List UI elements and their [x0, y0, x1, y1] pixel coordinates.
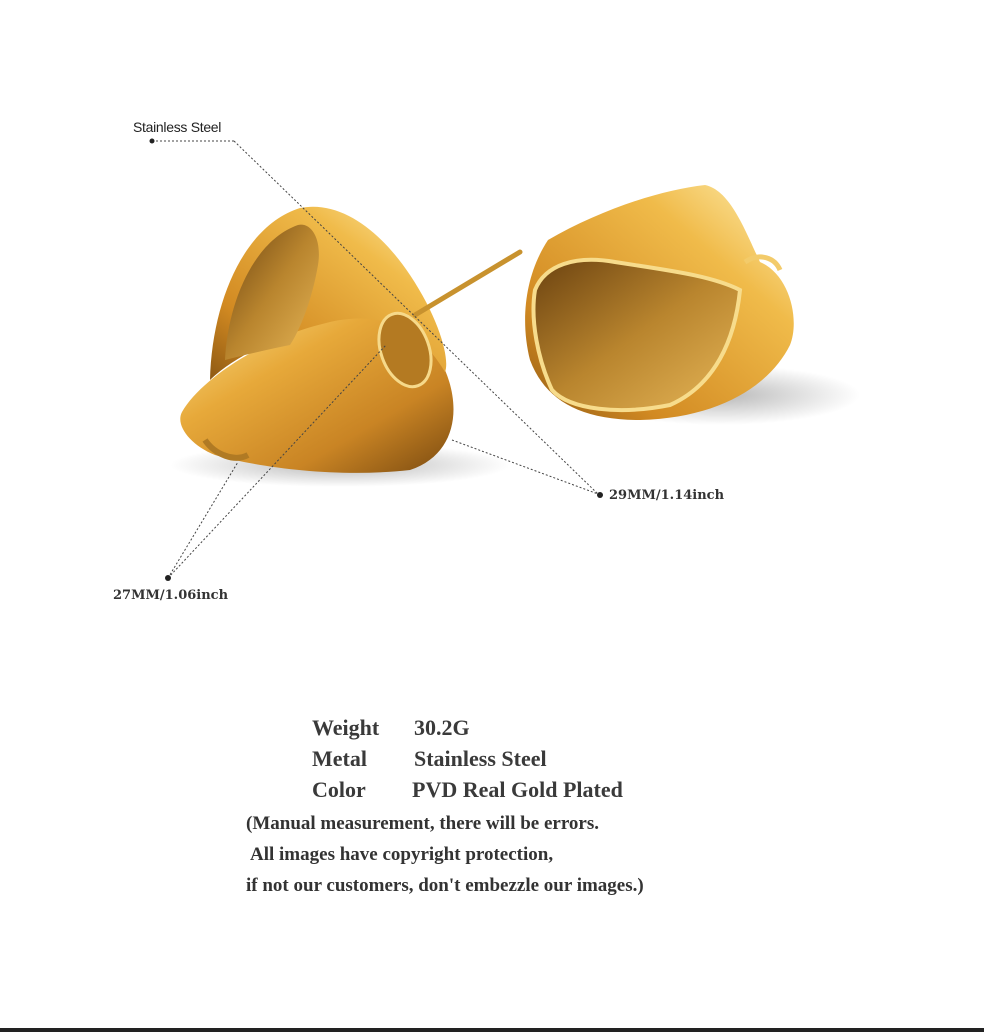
spec-value: Stainless Steel — [414, 746, 547, 771]
spec-value: PVD Real Gold Plated — [412, 777, 623, 802]
earring-left — [180, 207, 520, 473]
disclaimer-line: if not our customers, don't embezzle our images.) — [246, 875, 644, 896]
spec-key: Metal — [312, 746, 367, 771]
disclaimer-line: (Manual measurement, there will be errors. — [246, 813, 600, 834]
disclaimer-note — [246, 808, 644, 901]
width-callout-label: 27MM/1.06inch — [113, 588, 229, 603]
spec-key: Weight — [312, 715, 380, 740]
disclaimer-line: All images have copyright protection, — [250, 844, 554, 865]
earring-right — [525, 185, 794, 420]
bottom-divider — [0, 1028, 984, 1032]
spec-key: Color — [312, 777, 366, 802]
length-callout-label: 29MM/1.14inch — [609, 488, 725, 503]
material-callout-label: Stainless Steel — [133, 119, 222, 135]
callout-dot-width — [165, 575, 171, 581]
spec-value: 30.2G — [414, 715, 470, 740]
callout-dot-length — [597, 492, 603, 498]
callout-dot-material — [150, 139, 155, 144]
